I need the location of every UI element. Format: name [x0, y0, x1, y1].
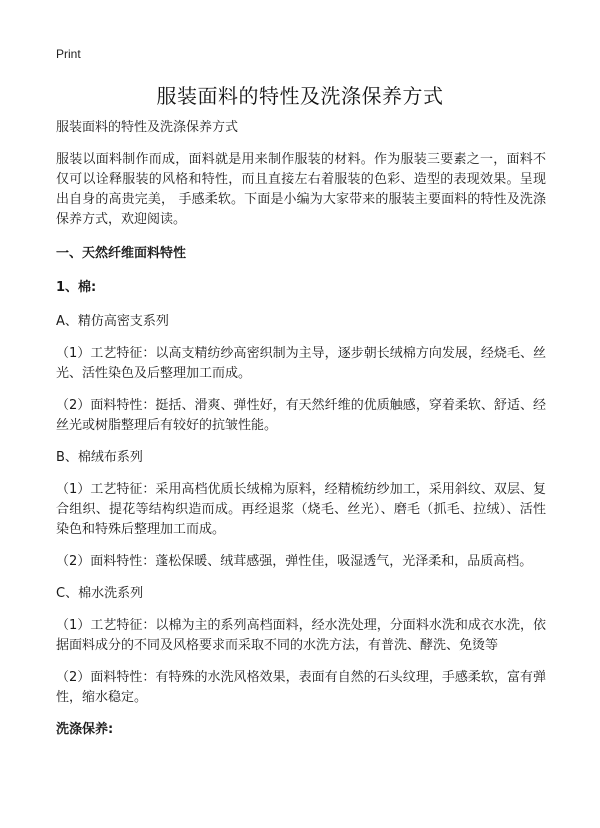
cotton-heading: 1、棉: [56, 280, 97, 295]
series-title-b: B、棉绒布系列 [56, 450, 143, 465]
intro-paragraph: 服装以面料制作而成，面料就是用来制作服装的材料。作为服装三要素之一，面料不仅可以诠释服装的风格和特性，而且直接左右着服装的色彩、造型的表现效果。呈现出自身的高贵完美， 手感柔软。下面是小编为大家带来的服装主要面料的特性及洗涤保养方式，欢迎阅读。 [56, 152, 546, 227]
series-b-properties: （2）面料特性：蓬松保暖、绒茸感强，弹性佳，吸湿透气，光泽柔和，品质高档。 [56, 554, 533, 569]
series-c-process: （1）工艺特征：以棉为主的系列高档面料，经水洗处理，分面料水洗和成衣水洗，依据面料成分的不同及风格要求而采取不同的水洗方法，有普洗、酵洗、免烫等 [56, 618, 546, 653]
series-a-properties: （2）面料特性：挺括、滑爽、弹性好，有天然纤维的优质触感，穿着柔软、舒适、经丝光或树脂整理后有较好的抗皱性能。 [56, 398, 546, 433]
page-title: 服装面料的特性及洗涤保养方式 [156, 84, 444, 108]
washing-heading: 洗涤保养: [56, 722, 114, 737]
article-body [56, 118, 546, 754]
series-c-properties: （2）面料特性：有特殊的水洗风格效果，表面有自然的石头纹理，手感柔软，富有弹性，缩水稳定。 [56, 670, 546, 705]
section-heading-natural-fiber: 一、天然纤维面料特性 [56, 246, 187, 261]
series-a-process: （1）工艺特征：以高支精纺纱高密织制为主导，逐步朝长绒棉方向发展，经烧毛、丝光、活性染色及后整理加工而成。 [56, 346, 546, 381]
series-title-a: A、精仿高密支系列 [56, 314, 169, 329]
article-subtitle: 服装面料的特性及洗涤保养方式 [56, 120, 239, 135]
print-label: Print [56, 47, 81, 61]
series-title-c: C、棉水洗系列 [56, 586, 144, 601]
series-b-process: （1）工艺特征：采用高档优质长绒棉为原料，经精梳纺纱加工，采用斜纹、双层、复合组织、提花等结构织造而成。再经退浆（烧毛、丝光）、磨毛（抓毛、拉绒）、活性染色和特殊后整理加工而成。 [56, 482, 546, 537]
